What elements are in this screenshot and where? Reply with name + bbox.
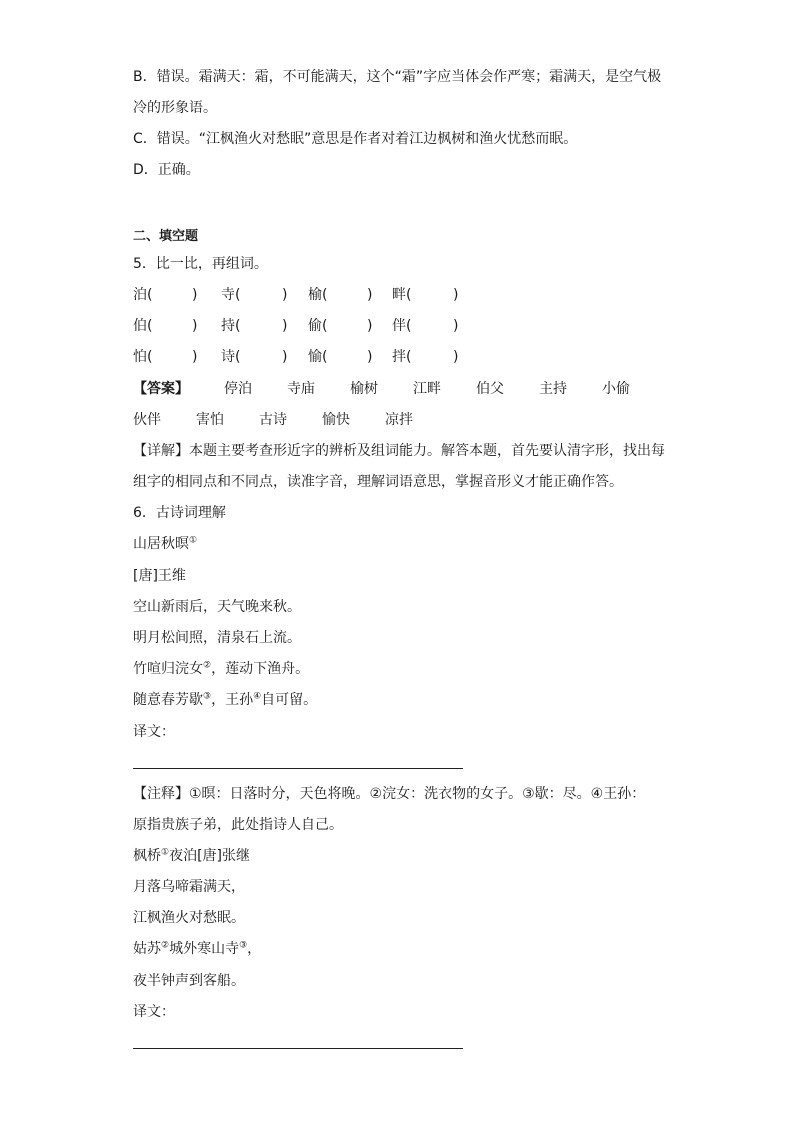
blank-close: ) xyxy=(453,287,459,303)
answer-word: 停泊 xyxy=(224,381,252,397)
char-cell: 诗( xyxy=(221,349,241,365)
blank-close: ) xyxy=(367,287,373,303)
poem1-line3 xyxy=(133,659,309,679)
poem2-line1: 月落乌啼霜满天， xyxy=(133,879,245,895)
note-line2: 原指贵族子弟，此处指诗人自己。 xyxy=(133,817,343,833)
answer-label: 【答案】 xyxy=(133,381,189,397)
footnote-mark: ② xyxy=(203,660,212,671)
answer-word: 江畔 xyxy=(413,381,441,397)
char-cell: 怕( xyxy=(133,349,153,365)
poem2-title-a: 枫桥 xyxy=(133,848,161,864)
footnote-mark: ② xyxy=(161,940,170,951)
footnote-mark: ③ xyxy=(203,691,212,702)
poem2-title-b: 夜泊[唐]张继 xyxy=(169,848,251,864)
answer-word: 愉快 xyxy=(322,412,350,428)
char-cell: 持( xyxy=(221,318,241,334)
char-cell: 榆( xyxy=(308,287,328,303)
answer-word: 主持 xyxy=(539,381,567,397)
poem2-line3-a: 姑苏 xyxy=(133,941,161,957)
char-cell: 寺( xyxy=(221,287,241,303)
q5-title: 5．比一比，再组词。 xyxy=(133,256,268,272)
note-line1: 【注释】①暝：日落时分，天色将晚。②浣女：洗衣物的女子。③歇：尽。④王孙： xyxy=(133,786,646,802)
poem1-line4-a: 随意春芳歇 xyxy=(133,692,203,708)
blank-close: ) xyxy=(192,287,198,303)
char-cell: 畔( xyxy=(392,287,412,303)
poem2-translation-label: 译文： xyxy=(133,1004,175,1020)
blank-close: ) xyxy=(282,287,288,303)
poem1-title-text: 山居秋暝 xyxy=(133,536,189,552)
poem2-line3-b: 城外寒山寺 xyxy=(169,941,240,957)
blank-close: ) xyxy=(453,349,459,365)
char-cell: 愉( xyxy=(308,349,328,365)
blank-close: ) xyxy=(192,349,198,365)
footnote-mark: ① xyxy=(161,847,170,858)
blank-close: ) xyxy=(282,349,288,365)
char-cell: 偷( xyxy=(308,318,328,334)
note-b-line2: 冷的形象语。 xyxy=(133,100,217,116)
answer-word: 小偷 xyxy=(602,381,630,397)
detail-line2: 组字的相同点和不同点，读准字音，理解词语意思，掌握音形义才能正确作答。 xyxy=(133,474,623,490)
q6-title: 6．古诗词理解 xyxy=(133,505,226,521)
detail-line1: 【详解】本题主要考查形近字的辨析及组词能力。解答本题，首先要认清字形，找出每 xyxy=(133,443,665,459)
answer-word: 寺庙 xyxy=(287,381,315,397)
poem2-line4: 夜半钟声到客船。 xyxy=(133,973,245,989)
note-d: D．正确。 xyxy=(133,162,200,178)
poem1-line2: 明月松间照，清泉石上流。 xyxy=(133,630,301,646)
blank-close: ) xyxy=(453,318,459,334)
poem1-line4-c: 自可留。 xyxy=(261,692,318,708)
poem1-author: [唐]王维 xyxy=(133,568,186,584)
blank-close: ) xyxy=(367,318,373,334)
section-title: 二、填空题 xyxy=(133,229,199,244)
poem2-title xyxy=(133,846,250,866)
answer-word: 凉拌 xyxy=(385,412,413,428)
note-c: C．错误。“江枫渔火对愁眠”意思是作者对着江边枫树和渔火忧愁而眠。 xyxy=(133,131,578,147)
answer-word: 害怕 xyxy=(196,412,224,428)
poem1-line3-b: ，莲动下渔舟。 xyxy=(211,661,310,677)
note-b-line1: B．错误。霜满天：霜，不可能满天，这个“霜”字应当体会作严寒；霜满天，是空气极 xyxy=(133,69,662,85)
char-cell: 伴( xyxy=(392,318,412,334)
translation-answer-line[interactable] xyxy=(133,768,463,769)
blank-close: ) xyxy=(192,318,198,334)
char-cell: 拌( xyxy=(392,349,412,365)
char-cell: 伯( xyxy=(133,318,153,334)
poem1-line4-b: ，王孙 xyxy=(211,692,254,708)
poem1-line1: 空山新雨后，天气晚来秋。 xyxy=(133,599,301,615)
answer-word: 榆树 xyxy=(350,381,378,397)
poem1-title xyxy=(133,534,197,554)
answer-word: 伯父 xyxy=(476,381,504,397)
translation-answer-line[interactable] xyxy=(133,1048,463,1049)
poem2-line3-c: ， xyxy=(247,941,262,957)
char-cell: 泊( xyxy=(133,287,153,303)
answer-word: 伙伴 xyxy=(133,412,161,428)
answer-word: 古诗 xyxy=(259,412,287,428)
footnote-mark: ① xyxy=(189,535,198,546)
footnote-mark: ③ xyxy=(239,940,248,951)
poem1-line3-a: 竹喧归浣女 xyxy=(133,661,203,677)
poem1-translation-label: 译文： xyxy=(133,724,175,740)
blank-close: ) xyxy=(367,349,373,365)
poem1-line4 xyxy=(133,690,317,710)
poem2-line2: 江枫渔火对愁眠。 xyxy=(133,910,245,926)
poem2-line3 xyxy=(133,939,261,959)
blank-close: ) xyxy=(282,318,288,334)
footnote-mark: ④ xyxy=(253,691,262,702)
